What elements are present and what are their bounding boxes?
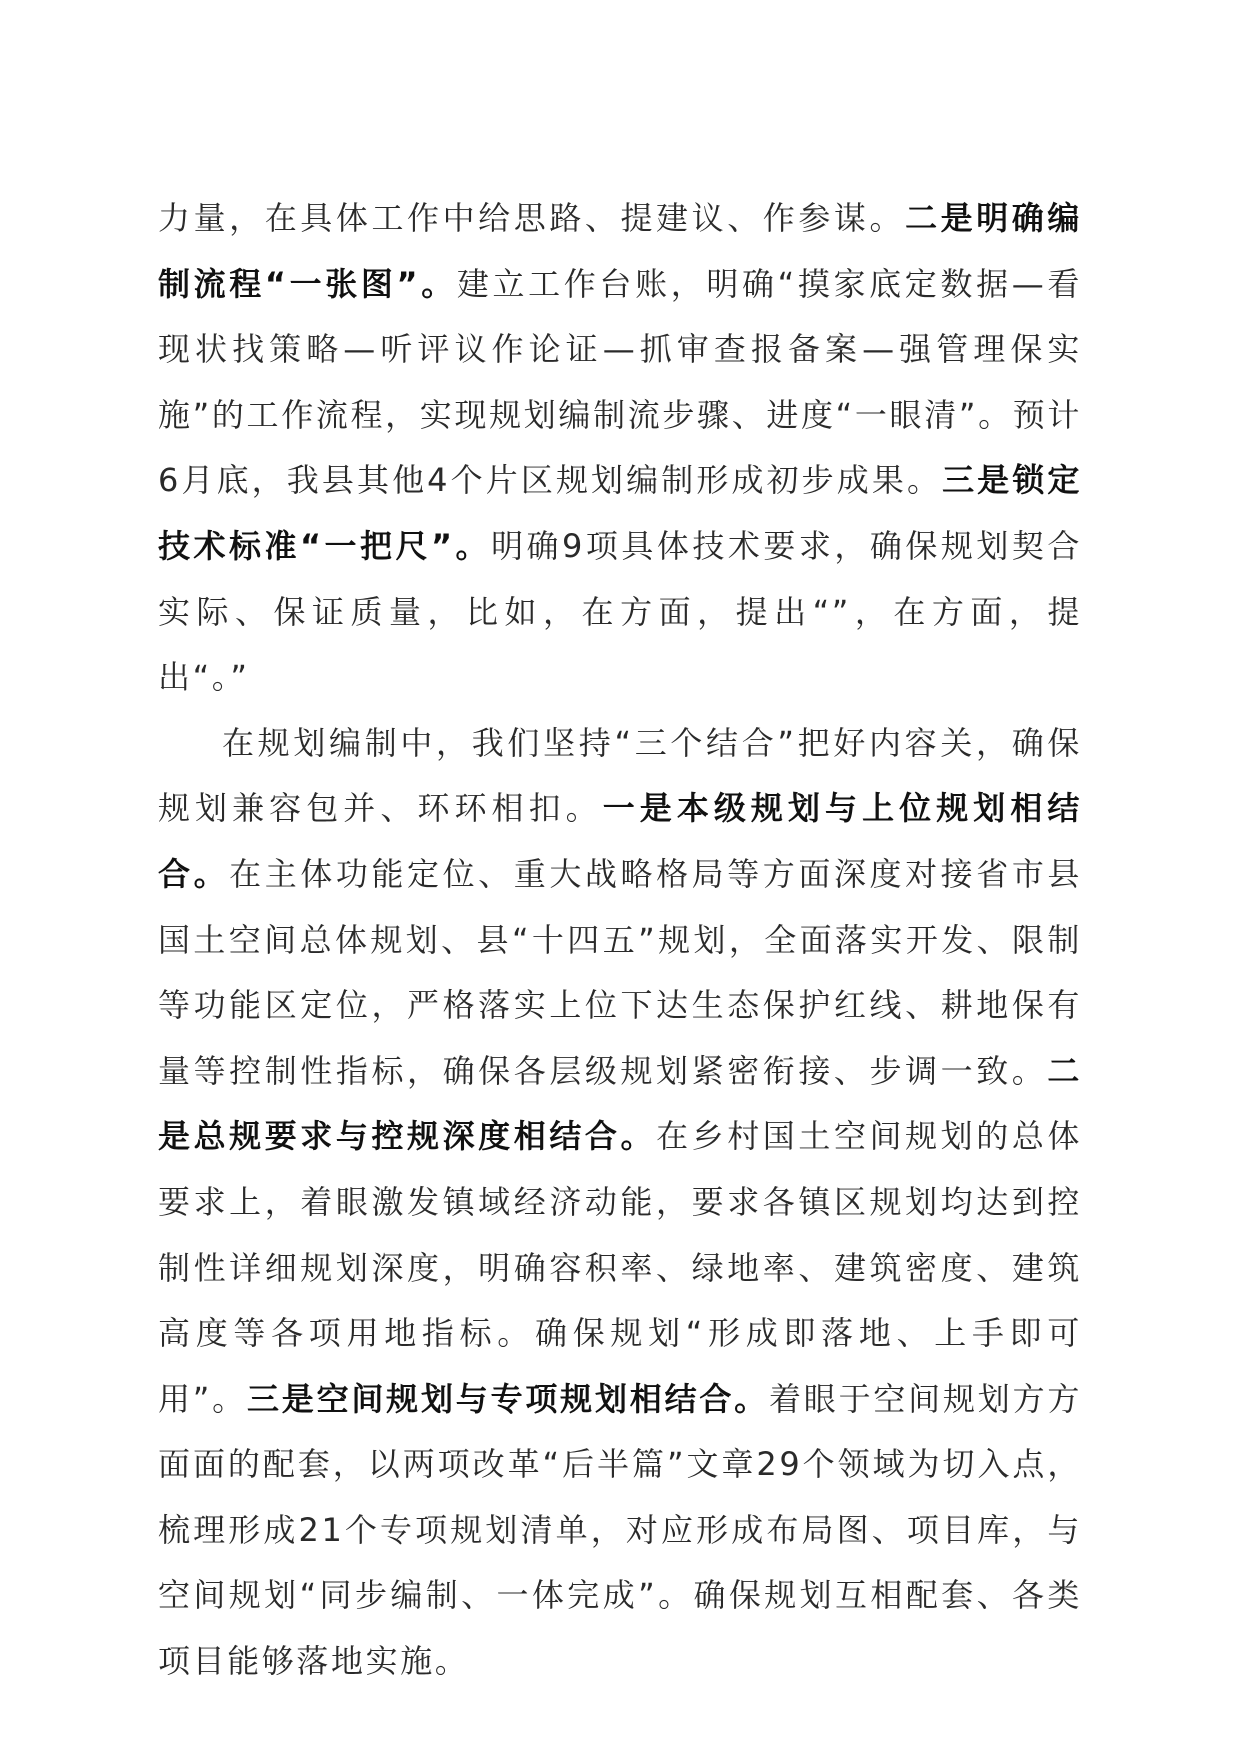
paragraph-2-text: 在主体功能定位、重大战略格局等方面深度对接省市县国土空间总体规划、县“十四五”规划，全面落实开发、限制等功能区定位，严格落实上位下达生态保护红线、耕地保有量等控制性指标，确保各层级规划紧密衔接、步调一致。 [158, 854, 1082, 1090]
paragraph-2 [158, 711, 1082, 1695]
paragraph-2-heading-3: 三是空间规划与专项规划相结合。 [246, 1379, 769, 1418]
paragraph-2-heading-1: 一是本级规划与上位规划相结合。 [158, 789, 1082, 893]
paragraph-1-text: 明确9项具体技术要求，确保规划契合实际、保证质量，比如，在方面，提出“”，在方面，提出“。” [158, 526, 1082, 697]
document-body [158, 186, 1082, 1695]
paragraph-2-text: 着眼于空间规划方方面面的配套，以两项改革“后半篇”文章29个领域为切入点，梳理形成21个专项规划清单，对应形成布局图、项目库，与空间规划“同步编制、一体完成”。确保规划互相配套、各类项目能够落地实施。 [158, 1379, 1082, 1681]
paragraph-2-heading-2: 二是总规要求与控规深度相结合。 [158, 1051, 1082, 1156]
paragraph-1-heading-2: 二是明确编制流程“一张图”。 [158, 199, 1082, 303]
paragraph-1-text: 力量，在具体工作中给思路、提建议、作参谋。 [158, 199, 906, 237]
paragraph-1-heading-3: 三是锁定技术标准“一把尺”。 [158, 461, 1082, 565]
paragraph-1-text: 建立工作台账，明确“摸家底定数据—看现状找策略—听评议作论证—抓审查报备案—强管理保实施”的工作流程，实现规划编制流步骤、进度“一眼清”。预计6月底，我县其他4个片区规划编制形成初步成果。 [158, 264, 1082, 500]
paragraph-2-text: 在规划编制中，我们坚持“三个结合”把好内容关，确保规划兼容包并、环环相扣。 [158, 723, 1082, 828]
paragraph-2-text: 在乡村国土空间规划的总体要求上，着眼激发镇域经济动能，要求各镇区规划均达到控制性详细规划深度，明确容积率、绿地率、建筑密度、建筑高度等各项用地指标。确保规划“形成即落地、上手即可用”。 [158, 1117, 1082, 1418]
paragraph-1 [158, 186, 1082, 711]
